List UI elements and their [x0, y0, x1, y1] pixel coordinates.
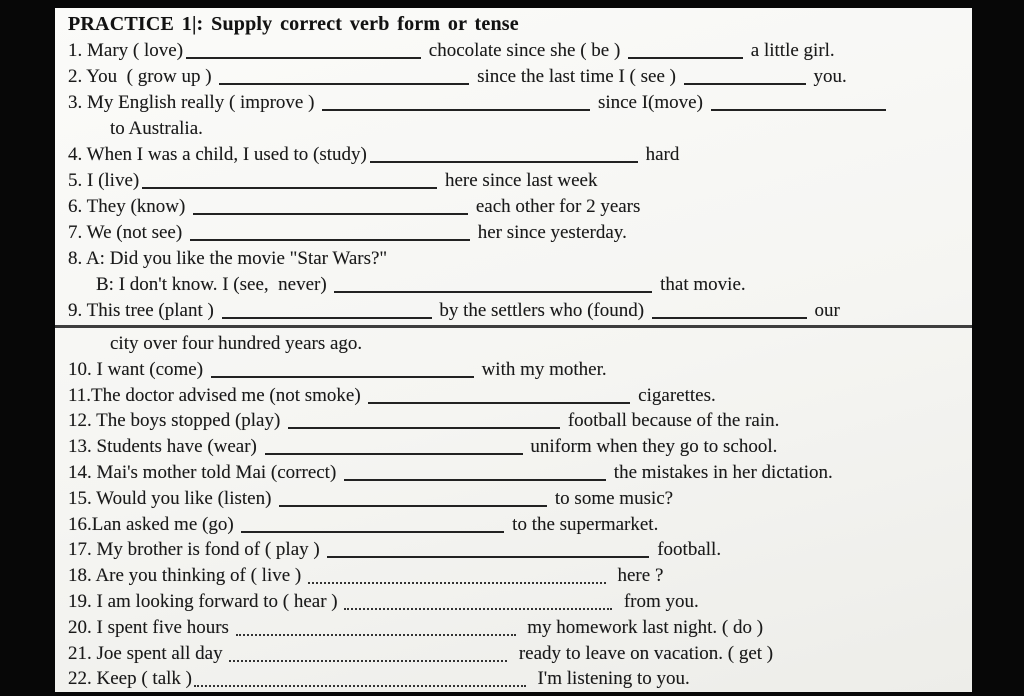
line-text: here ? [608, 565, 664, 587]
answer-blank-solid [652, 309, 807, 319]
exercise-line [68, 142, 972, 168]
line-text: 17. My brother is fond of ( play ) [68, 539, 325, 561]
answer-blank-dotted [229, 652, 507, 662]
answer-blank-solid [186, 49, 421, 59]
exercise-line [68, 220, 972, 246]
line-text: 10. I want (come) [68, 358, 208, 380]
exercise-line [68, 641, 972, 667]
answer-blank-solid [628, 49, 743, 59]
letterbox-right-bar [972, 0, 1024, 696]
line-text: 21. Joe spent all day [68, 642, 228, 664]
exercise-line [68, 512, 972, 538]
letterbox-top-bar [0, 0, 1024, 8]
answer-blank-dotted [236, 626, 516, 636]
letterbox-bottom-bar [0, 692, 1024, 696]
line-text: 12. The boys stopped (play) [68, 410, 286, 432]
line-text: 4. When I was a child, I used to (study) [68, 144, 367, 165]
line-text: 6. They (know) [68, 196, 191, 217]
answer-blank-solid [142, 179, 437, 189]
exercise-line [68, 116, 972, 142]
exercise-line [68, 460, 972, 486]
section-items-1-9 [68, 38, 972, 324]
letterbox-left-bar [0, 0, 55, 696]
answer-blank-solid [241, 523, 504, 533]
line-text: each other for 2 years [471, 196, 641, 217]
line-text: cigarettes. [633, 384, 716, 406]
line-text: from you. [614, 590, 699, 612]
line-text: a little girl. [746, 40, 835, 61]
exercise-line [68, 615, 972, 641]
answer-blank-solid [265, 445, 523, 455]
line-text: with my mother. [476, 358, 607, 380]
line-text: 22. Keep ( talk ) [68, 668, 192, 690]
exercise-line [68, 434, 972, 460]
exercise-line [68, 298, 972, 324]
answer-blank-solid [279, 497, 547, 507]
line-text: since I(move) [593, 92, 708, 113]
line-text: hard [640, 144, 680, 165]
line-text: 19. I am looking forward to ( hear ) [68, 590, 343, 612]
exercise-line [68, 38, 972, 64]
line-text: 5. I (live) [68, 170, 140, 191]
line-text: the mistakes in her dictation. [609, 461, 833, 483]
exercise-line [68, 168, 972, 194]
exercise-line [68, 408, 972, 434]
exercise-line [68, 383, 972, 409]
line-text: city over four hundred years ago. [110, 333, 363, 354]
answer-blank-dotted [194, 677, 526, 687]
line-text: 7. We (not see) [68, 222, 187, 243]
section-divider [55, 325, 972, 328]
section-items-10-22 [68, 331, 972, 692]
line-text: 13. Students have (wear) [68, 436, 262, 458]
line-text: 18. Are you thinking of ( live ) [68, 565, 306, 587]
line-text: to some music? [550, 487, 674, 509]
line-text: 14. Mai's mother told Mai (correct) [68, 461, 342, 483]
exercise-line [68, 589, 972, 615]
line-text: I'm listening to you. [527, 668, 690, 690]
line-text: 3. My English really ( improve ) [68, 92, 320, 113]
line-text: uniform when they go to school. [525, 436, 778, 458]
exercise-line [68, 272, 972, 298]
line-text: our [809, 300, 840, 321]
answer-blank-solid [222, 309, 432, 319]
line-text: chocolate since she ( be ) [424, 40, 626, 61]
line-text: by the settlers who (found) [434, 300, 649, 321]
line-text: to the supermarket. [507, 513, 659, 535]
line-text: B: I don't know. I (see, never) [96, 274, 332, 295]
exercise-line [68, 64, 972, 90]
answer-blank-solid [219, 75, 469, 85]
line-text: 2. You ( grow up ) [68, 66, 217, 87]
exercise-line [68, 246, 972, 272]
answer-blank-solid [327, 548, 649, 558]
line-text: 20. I spent five hours [68, 616, 234, 638]
worksheet-body [55, 8, 972, 692]
line-text: 1. Mary ( love) [68, 40, 184, 61]
line-text: 9. This tree (plant ) [68, 300, 219, 321]
answer-blank-solid [370, 153, 638, 163]
answer-blank-solid [211, 368, 474, 378]
exercise-line [68, 666, 972, 692]
exercise-line [68, 563, 972, 589]
line-text: since the last time I ( see ) [472, 66, 681, 87]
answer-blank-solid [684, 75, 806, 85]
answer-blank-solid [193, 205, 468, 215]
line-text: football. [652, 539, 722, 561]
line-text: 11.The doctor advised me (not smoke) [68, 384, 366, 406]
line-text: her since yesterday. [472, 222, 627, 243]
answer-blank-solid [344, 471, 606, 481]
line-text: 8. A: Did you like the movie "Star Wars?" [68, 248, 388, 269]
exercise-line [68, 90, 972, 116]
worksheet-page [55, 8, 972, 692]
answer-blank-dotted [308, 574, 606, 584]
exercise-line [68, 537, 972, 563]
line-text: here since last week [440, 170, 598, 191]
line-text: football because of the rain. [563, 410, 780, 432]
exercise-line [68, 486, 972, 512]
exercise-line [68, 357, 972, 383]
answer-blank-solid [322, 101, 590, 111]
answer-blank-solid [711, 101, 886, 111]
exercise-line [68, 194, 972, 220]
answer-blank-solid [190, 231, 470, 241]
line-text: that movie. [655, 274, 746, 295]
line-text: ready to leave on vacation. ( get ) [509, 642, 774, 664]
answer-blank-dotted [344, 600, 612, 610]
line-text: 16.Lan asked me (go) [68, 513, 239, 535]
answer-blank-solid [334, 283, 652, 293]
line-text: my homework last night. ( do ) [517, 616, 764, 638]
line-text: you. [808, 66, 847, 87]
worksheet-title: PRACTICE 1|: Supply correct verb form or tense [68, 13, 519, 35]
answer-blank-solid [288, 419, 560, 429]
exercise-line [68, 331, 972, 357]
answer-blank-solid [368, 394, 630, 404]
line-text: 15. Would you like (listen) [68, 487, 277, 509]
line-text: to Australia. [110, 118, 203, 139]
